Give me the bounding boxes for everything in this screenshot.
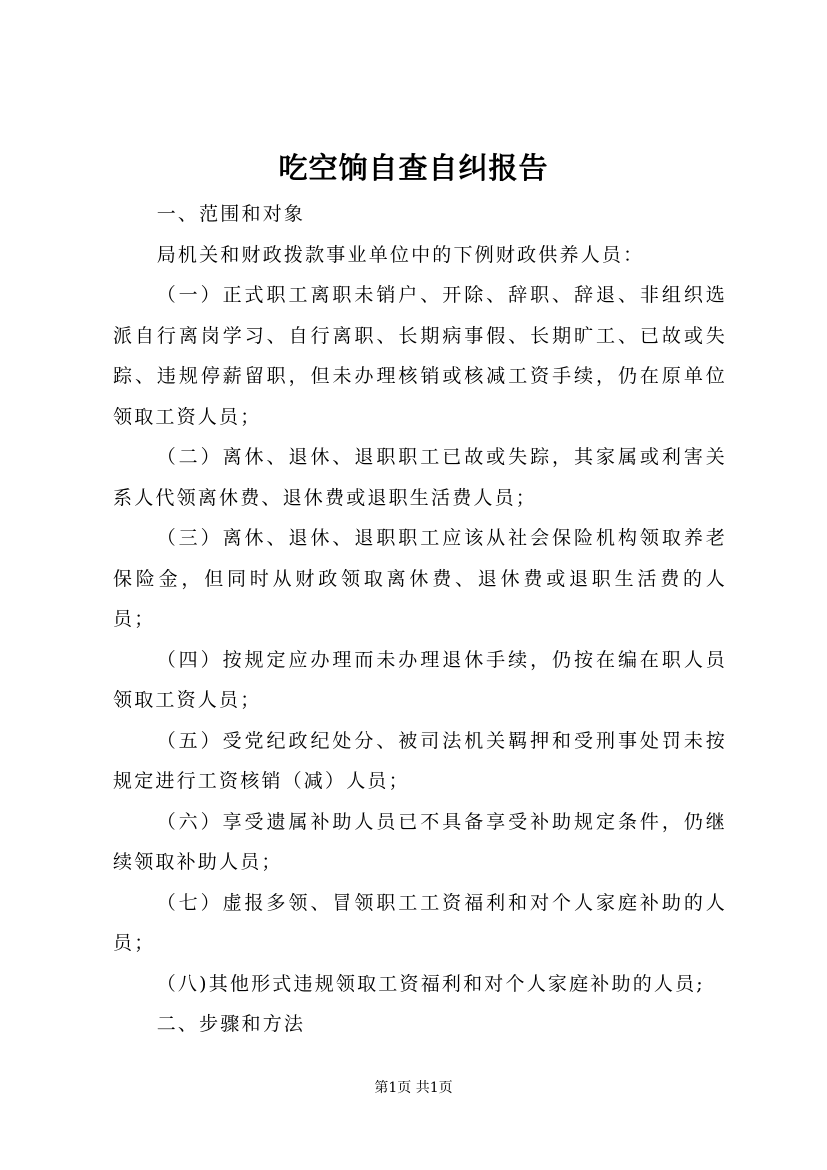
section-heading-scope: 一、范围和对象 xyxy=(156,203,306,225)
list-item-7: （七）虚报多领、冒领职工工资福利和对个人家庭补助的人员； xyxy=(113,891,727,954)
paragraph-intro: 局机关和财政拨款事业单位中的下例财政供养人员： xyxy=(156,243,645,266)
list-item-8: （八)其他形式违规领取工资福利和对个人家庭补助的人员; xyxy=(156,972,705,995)
page-number-footer: 第1页 共1页 xyxy=(374,1080,453,1096)
list-item-5: （五）受党纪政纪处分、被司法机关羁押和受刑事处罚未按规定进行工资核销（减）人员； xyxy=(113,729,727,792)
list-item-2: （二）离休、退休、退职职工已故或失踪，其家属或利害关系人代领离休费、退休费或退职生活费人员； xyxy=(113,446,727,509)
document-title: 吃空饷自查自纠报告 xyxy=(278,151,549,185)
list-item-3: （三）离休、退休、退职职工应该从社会保险机构领取养老保险金，但同时从财政领取离休费、退休费或退职生活费的人员； xyxy=(113,527,727,630)
section-heading-steps: 二、步骤和方法 xyxy=(156,1013,306,1035)
list-item-6: （六）享受遗属补助人员已不具备享受补助规定条件，仍继续领取补助人员； xyxy=(113,810,727,873)
document-body xyxy=(113,194,727,1045)
list-item-4: （四）按规定应办理而未办理退休手续，仍按在编在职人员领取工资人员； xyxy=(113,648,727,711)
list-item-1: （一）正式职工离职未销户、开除、辞职、辞退、非组织选派自行离岗学习、自行离职、长期病事假、长期旷工、已故或失踪、违规停薪留职，但未办理核销或核减工资手续，仍在原单位领取工资人员； xyxy=(113,284,727,428)
